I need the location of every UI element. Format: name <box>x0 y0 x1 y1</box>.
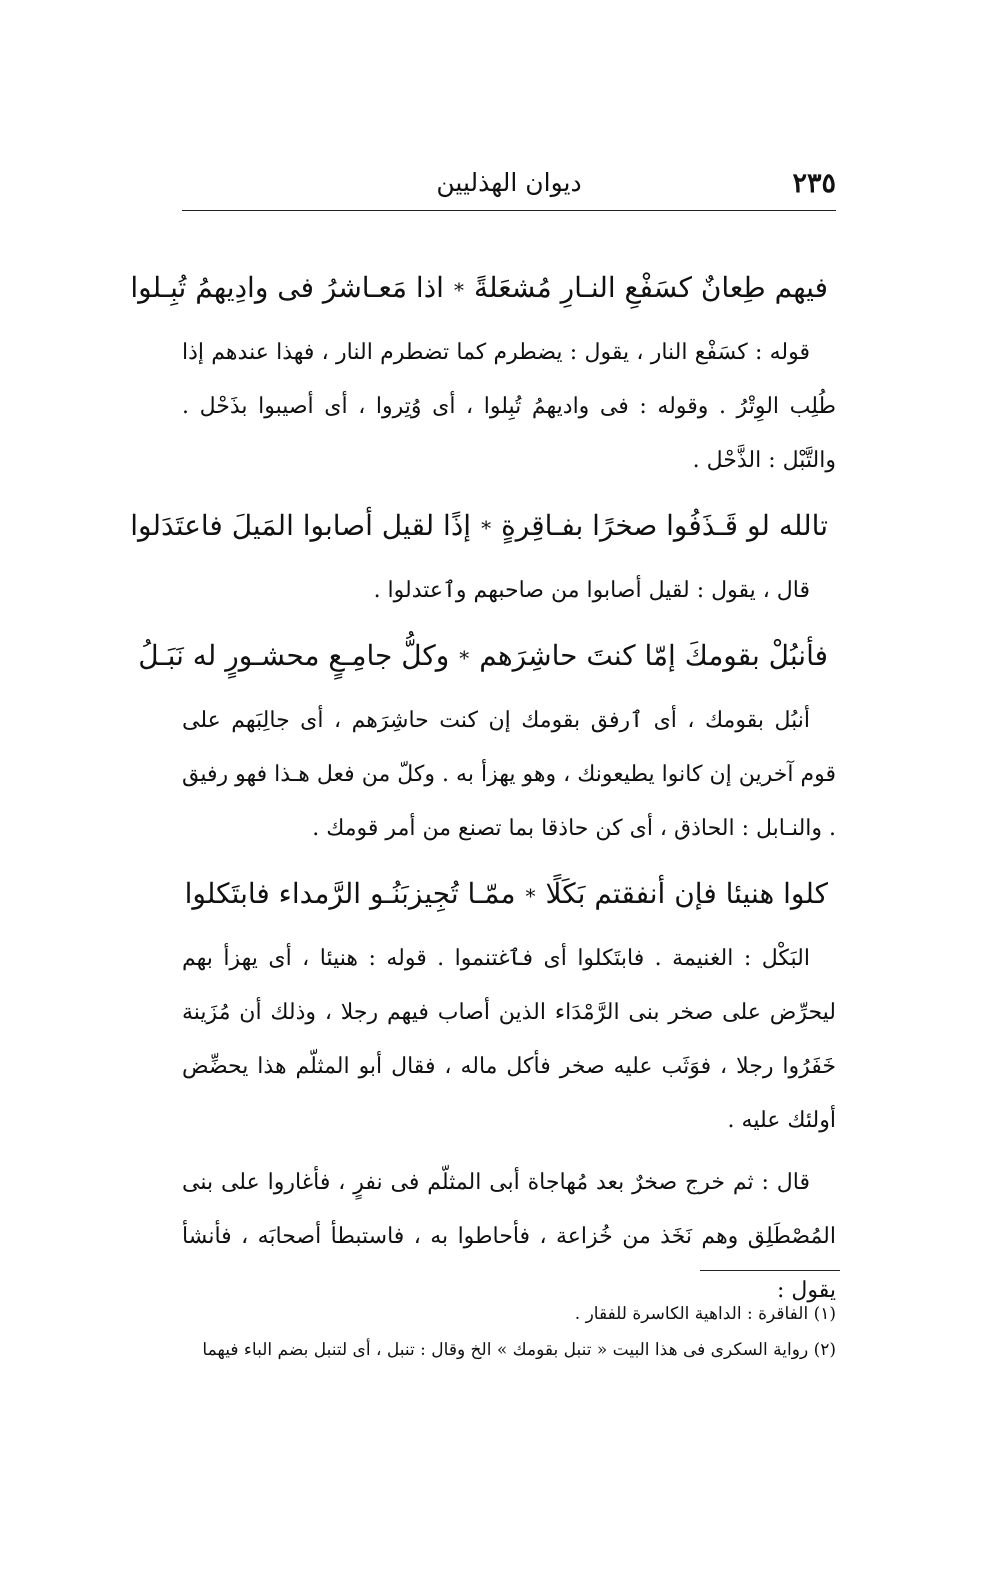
verse-first-hemistich: تالله لو قَـذَفُوا صخرًا بفـاقِرةٍ <box>501 509 828 542</box>
commentary-paragraph: قال : ثم خرج صخرٌ بعد مُهاجاة أبى المثلّم فى نفرٍ ، فأغاروا على بنى المُصْطَلِق وهم نَخَذ من خُزاعة ، فأحاطوا به ، فاستبطأ أصحابَه ، فأنشأ يقول : <box>182 1170 836 1303</box>
footnote: (٢) رواية السكرى فى هذا البيت « تنبل بقومك » الخ وقال : تنبل ، أى لتنبل بضم الباء فيهما <box>202 1340 836 1360</box>
verse-first-hemistich: كلوا هنيئا فإن أنفقتم بَكَلًا <box>545 877 828 910</box>
verse-first-hemistich: فيهم طِعانٌ كسَفْعِ النـارِ مُشعَلةً <box>473 271 828 304</box>
commentary-paragraph: أنبُل بقومك ، أى ٱرفق بقومك إن كنت حاشِرَهم ، أى جالِبَهم على قوم آخرين إن كانوا يطيعونك ، وهو يهزأ به . وكلّ من فعل هـذا فهو رفيق . والنـابل : الحاذق ، أى كن حاذقا بما تصنع من أمر قومك . <box>182 708 836 841</box>
verse-separator: * <box>481 516 492 540</box>
verse-second-hemistich: وكلُّ جامِـعٍ محشـورٍ له نَبَـلُ <box>138 639 450 672</box>
verse-first-hemistich: فأنبُلْ بقومكَ إمّا كنتَ حاشِرَهم <box>479 639 828 672</box>
page-header <box>182 168 836 212</box>
footnote-rule <box>700 1270 840 1271</box>
footnote: (١) الفاقرة : الداهية الكاسرة للفقار . <box>574 1304 836 1324</box>
verse-line <box>130 250 828 326</box>
commentary-paragraph: قوله : كسَفْع النار ، يقول : يضطرم كما تضطرم النار ، فهذا عندهم إذا طُلِب الوِتْرُ . وقوله : فى واديهمُ تُبِلوا ، أى وُتِروا ، أى أصيبوا بذَحْل . والتَّبْل : الذَّحْل . <box>182 340 836 473</box>
verse-separator: * <box>453 278 464 302</box>
page-body <box>130 250 836 1318</box>
commentary-paragraph: قال ، يقول : لقيل أصابوا من صاحبهم وٱعتدلوا . <box>373 578 810 603</box>
verse-line <box>130 488 828 564</box>
paragraph-gap <box>182 1148 836 1156</box>
verse-second-hemistich: اذا مَعـاشرُ فى وادِيهمُ تُبِـلوا <box>130 271 444 304</box>
verse-separator: * <box>525 884 536 908</box>
footnotes <box>182 1296 836 1368</box>
verse-line <box>138 618 828 694</box>
verse-second-hemistich: ممّـا تُجِيزبَنُـو الرَّمداء فابتَكلوا <box>184 877 516 910</box>
verse-second-hemistich: إذًا لقيل أصابوا المَيلَ فاعتَدَلوا <box>130 509 472 542</box>
running-title: ديوان الهذليين <box>436 168 582 197</box>
verse-separator: * <box>459 646 470 670</box>
header-rule <box>182 210 836 211</box>
commentary-paragraph: البَكْل : الغنيمة . فابتَكلوا أى فٱغتنموا . قوله : هنيئا ، أى يهزأ بهم ليحرِّض على صخر بنى الرَّمْدَاء الذين أصاب فيهم رجلا ، وذلك أن مُزَينة خَفَرُوا رجلا ، فوَثَب عليه صخر فأكل ماله ، فقال أبو المثلّم هذا يحضِّض أولئك عليه . <box>182 946 836 1133</box>
page-number: ٢٣٥ <box>792 168 836 199</box>
verse-line <box>184 856 828 932</box>
